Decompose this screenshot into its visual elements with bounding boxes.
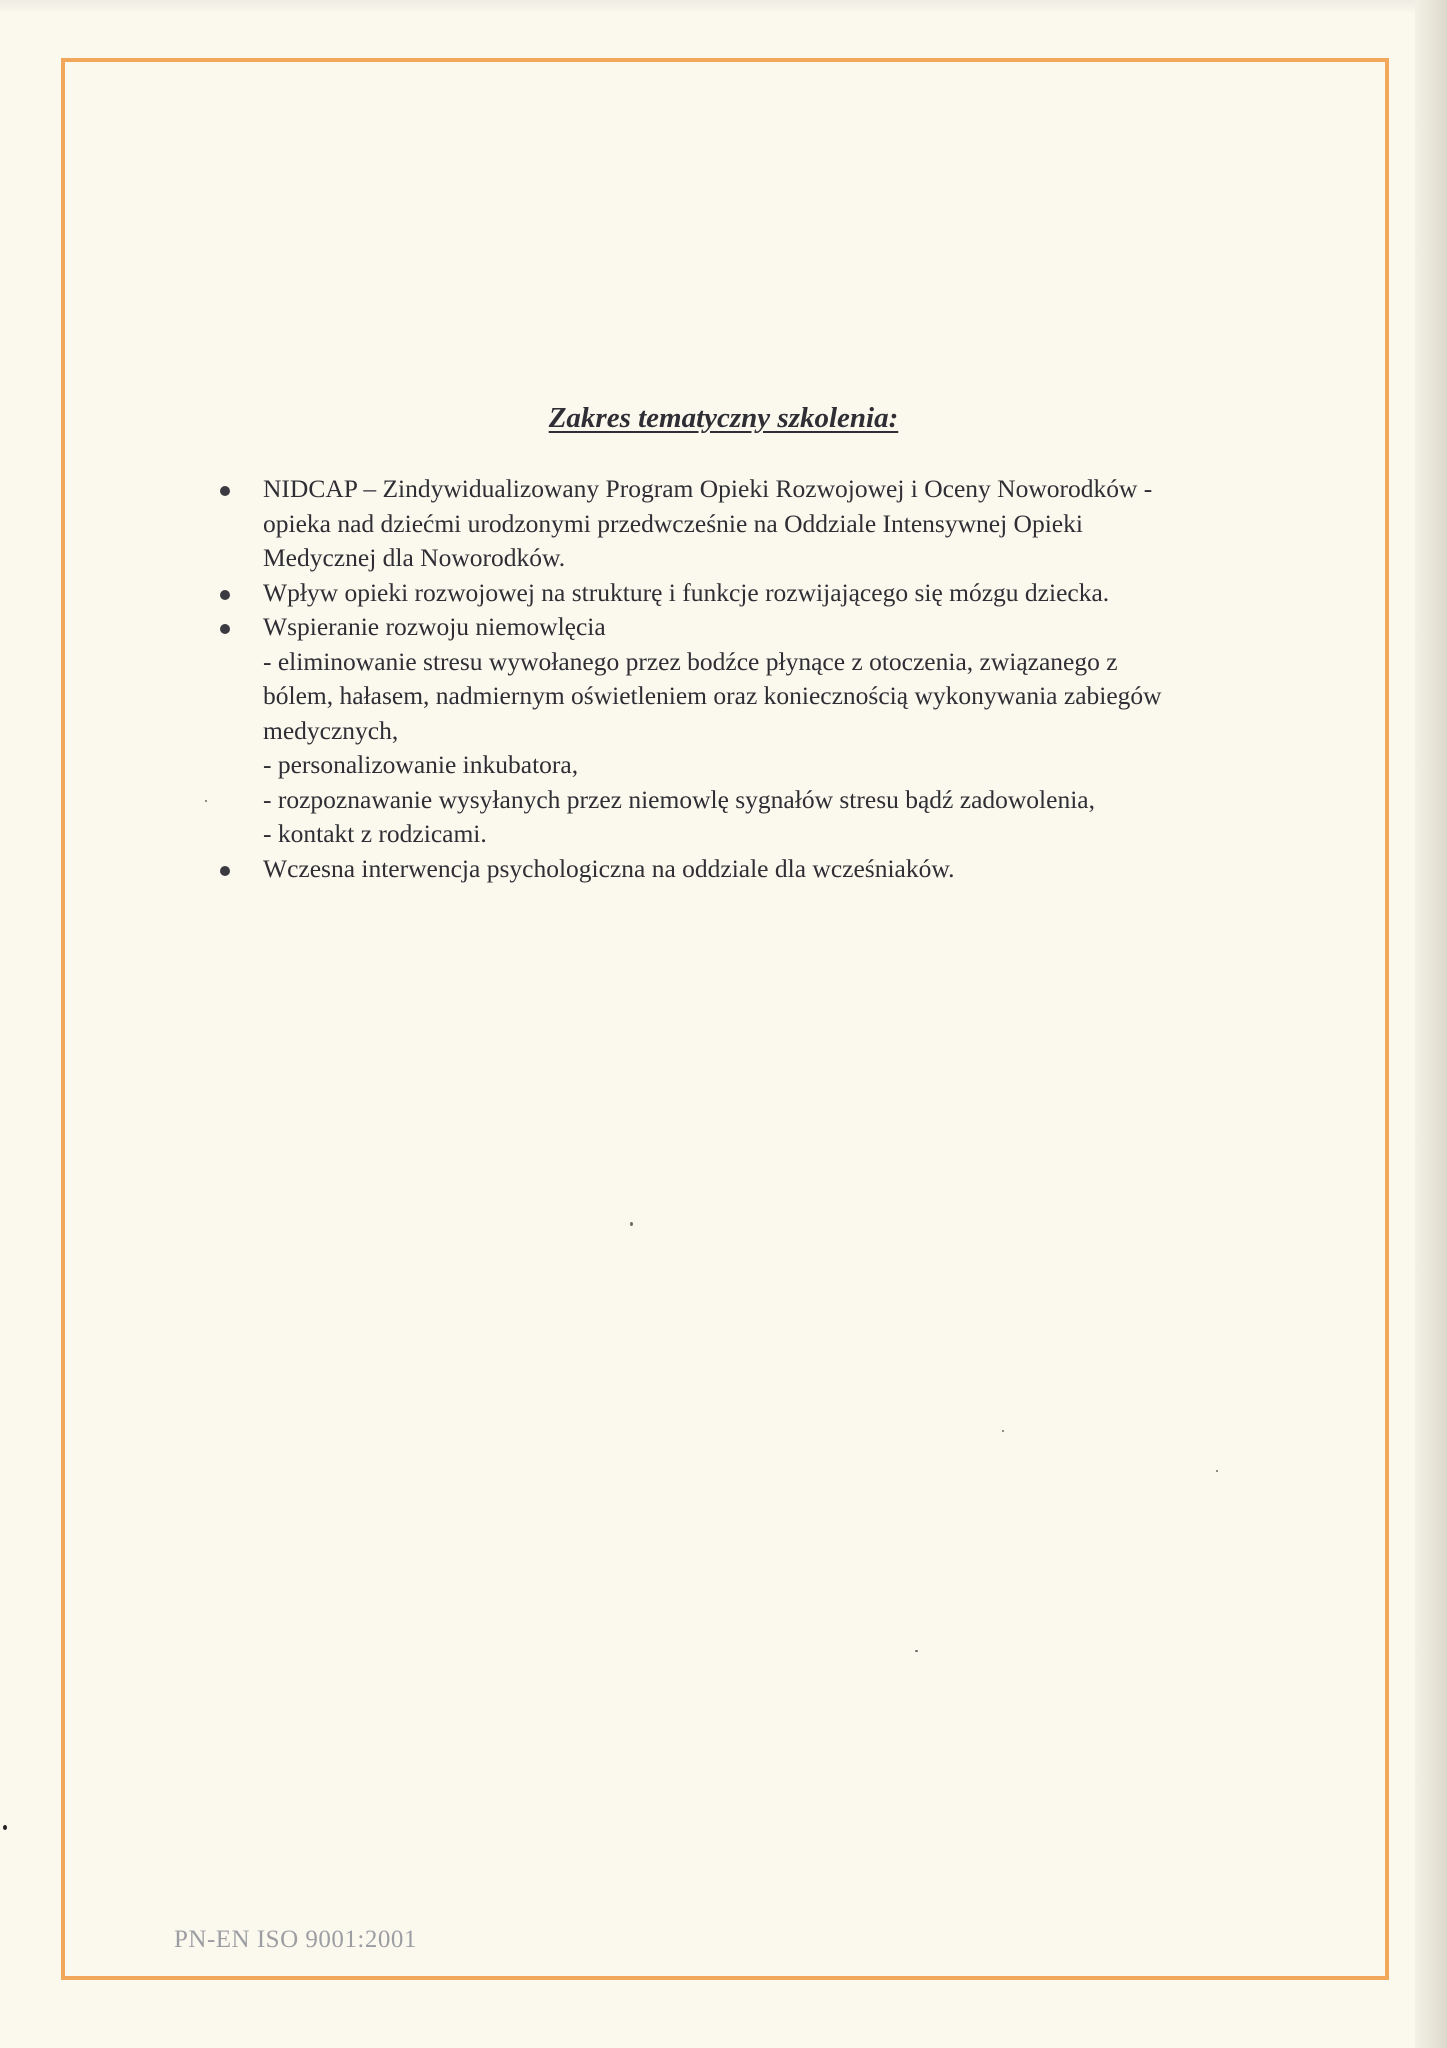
scan-speck	[205, 800, 207, 802]
topic-line: NIDCAP – Zindywidualizowany Program Opieki Rozwojowej i Oceny Noworodków -	[263, 474, 1153, 503]
topic-line: - rozpoznawanie wysyłanych przez niemowlę sygnałów stresu bądź zadowolenia,	[263, 784, 1095, 814]
bullet-icon	[220, 624, 230, 634]
topic-line: opieka nad dziećmi urodzonymi przedwcześnie na Oddziale Intensywnej Opieki	[263, 508, 1083, 538]
topic-line: Wpływ opieki rozwojowej na strukturę i funkcje rozwijającego się mózgu dziecka.	[263, 577, 1110, 607]
topic-line: Wczesna interwencja psychologiczna na oddziale dla wcześniaków.	[263, 853, 955, 883]
bullet-icon	[220, 486, 230, 496]
scan-speck	[1002, 1430, 1004, 1432]
topic-line: bólem, hałasem, nadmiernym oświetleniem oraz koniecznością wykonywania zabiegów	[263, 681, 1162, 710]
topic-line: medycznych,	[263, 715, 399, 745]
scan-edge-top	[0, 0, 1447, 14]
scan-speck	[630, 1222, 633, 1226]
bullet-icon	[220, 590, 230, 600]
page-frame	[61, 58, 1389, 1980]
list-item	[220, 610, 1320, 852]
list-item	[220, 576, 1320, 611]
bullet-icon	[220, 866, 230, 876]
topic-line: Wspieranie rozwoju niemowlęcia	[263, 612, 606, 641]
scan-edge-right	[1415, 0, 1447, 2048]
list-item	[220, 852, 1320, 887]
page-title: Zakres tematyczny szkolenia:	[548, 402, 899, 434]
scan-speck	[3, 1825, 7, 1830]
list-item	[220, 472, 1320, 576]
topic-line: Medycznej dla Noworodków.	[263, 543, 566, 572]
topic-list	[220, 472, 1320, 886]
scan-speck	[1216, 1470, 1218, 1472]
topic-line: - kontakt z rodzicami.	[263, 819, 487, 848]
scan-speck	[915, 1650, 918, 1652]
topic-line: - personalizowanie inkubatora,	[263, 750, 579, 779]
certification-code: PN-EN ISO 9001:2001	[174, 1926, 417, 1953]
topic-line: - eliminowanie stresu wywołanego przez bodźce płynące z otoczenia, związanego z	[263, 646, 1118, 676]
